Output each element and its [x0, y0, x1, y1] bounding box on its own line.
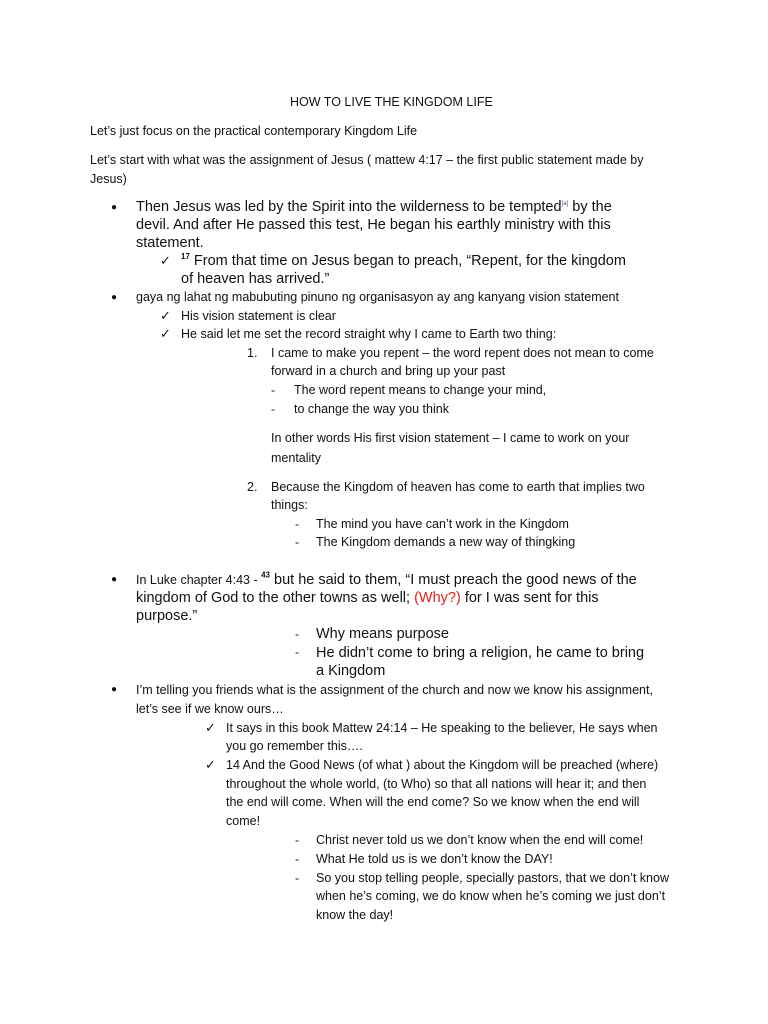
paragraph-line: The mind you have can’t work in the Kingdom — [316, 517, 569, 531]
paragraph-line: gaya ng lahat ng mabubuting pinuno ng organisasyon ay ang kanyang vision statement — [136, 290, 619, 304]
text-span: but he said to them, “I must preach the good news of the — [270, 572, 637, 588]
text-span: From that time on Jesus began to preach, “Repent, for the kingdom — [189, 253, 626, 269]
paragraph-line: a Kingdom — [316, 663, 386, 679]
paragraph-line: come! — [226, 814, 261, 828]
paragraph-line — [136, 200, 612, 215]
dash-icon: - — [295, 535, 299, 549]
text-span: by the — [568, 199, 612, 215]
paragraph-line: the end will come. When will the end come? So we know when the end will — [226, 795, 640, 809]
paragraph-line: things: — [271, 498, 308, 512]
checkmark-icon: ✓ — [160, 308, 171, 323]
paragraph-line: Because the Kingdom of heaven has come to earth that implies two — [271, 480, 645, 494]
footnote-link[interactable]: [a] — [561, 201, 569, 208]
dash-icon: - — [271, 383, 275, 397]
bullet-icon: ● — [111, 202, 118, 213]
paragraph-line: He didn’t come to bring a religion, he came to bring — [316, 645, 645, 661]
list-number: 2. — [247, 480, 258, 494]
paragraph-line: know the day! — [316, 908, 394, 922]
paragraph-line — [136, 591, 599, 606]
text-span: for I was sent for this — [460, 590, 599, 606]
paragraph-line: The Kingdom demands a new way of thingking — [316, 535, 576, 549]
paragraph-line: when he’s coming, we do know when he’s coming we just don’t — [316, 889, 666, 903]
verse-number: 17 — [181, 252, 190, 262]
dash-icon: - — [295, 627, 299, 641]
dash-icon: - — [295, 871, 299, 885]
bullet-icon: ● — [111, 574, 118, 585]
dash-icon: - — [295, 852, 299, 866]
paragraph-line: devil. And after He passed this test, He began his earthly ministry with this — [136, 217, 611, 233]
paragraph-line: throughout the whole world, (to Who) so that all nations will hear it; and then — [226, 777, 647, 791]
paragraph-line: In other words His first vision statement – I came to work on your — [271, 431, 630, 445]
intro-line-1: Let’s just focus on the practical contemporary Kingdom Life — [90, 124, 418, 138]
paragraph-line: Why means purpose — [316, 626, 449, 642]
verse-number: 43 — [261, 570, 270, 580]
paragraph-line: 14 And the Good News (of what ) about the Kingdom will be preached (where) — [226, 758, 659, 772]
document-title: HOW TO LIVE THE KINGDOM LIFE — [290, 95, 493, 109]
text-span: Then Jesus was led by the Spirit into the wilderness to be tempted — [136, 199, 562, 215]
checkmark-icon: ✓ — [205, 757, 216, 772]
checkmark-icon: ✓ — [205, 720, 216, 735]
paragraph-line: What He told us is we don’t know the DAY! — [316, 852, 553, 866]
paragraph-line: The word repent means to change your mind, — [294, 383, 547, 397]
intro-line-2b: Jesus) — [90, 172, 127, 186]
text-span: In Luke chapter 4:43 - — [136, 573, 262, 587]
paragraph-line: He said let me set the record straight why I came to Earth two thing: — [181, 327, 557, 341]
list-number: 1. — [247, 346, 258, 360]
paragraph-line: of heaven has arrived.” — [181, 271, 330, 287]
checkmark-icon: ✓ — [160, 253, 171, 268]
paragraph-line: let’s see if we know ours… — [136, 702, 284, 716]
paragraph-line — [136, 572, 637, 588]
intro-line-2a: Let’s start with what was the assignment of Jesus ( mattew 4:17 – the first public statement made by — [90, 153, 644, 167]
dash-icon: - — [295, 517, 299, 531]
paragraph-line: So you stop telling people, specially pastors, that we don’t know — [316, 871, 669, 885]
text-span: kingdom of God to the other towns as well; — [136, 590, 415, 606]
bullet-icon: ● — [111, 292, 118, 303]
paragraph-line: His vision statement is clear — [181, 309, 336, 323]
paragraph-line: I came to make you repent – the word repent does not mean to come — [271, 346, 654, 360]
dash-icon: - — [295, 645, 299, 659]
paragraph-line: It says in this book Mattew 24:14 – He speaking to the believer, He says when — [226, 721, 658, 735]
why-annotation: (Why?) — [414, 590, 461, 606]
paragraph-line: you go remember this…. — [226, 739, 363, 753]
bullet-icon: ● — [111, 684, 118, 695]
paragraph-line: purpose.” — [136, 608, 198, 624]
dash-icon: - — [271, 402, 275, 416]
checkmark-icon: ✓ — [160, 326, 171, 341]
paragraph-line: statement. — [136, 235, 204, 251]
paragraph-line: to change the way you think — [294, 402, 449, 416]
paragraph-line: I’m telling you friends what is the assignment of the church and now we know his assignment, — [136, 683, 653, 697]
paragraph-line: Christ never told us we don’t know when the end will come! — [316, 833, 644, 847]
dash-icon: - — [295, 833, 299, 847]
paragraph-line — [181, 254, 626, 269]
paragraph-line: forward in a church and bring up your past — [271, 364, 506, 378]
paragraph-line: mentality — [271, 451, 322, 465]
